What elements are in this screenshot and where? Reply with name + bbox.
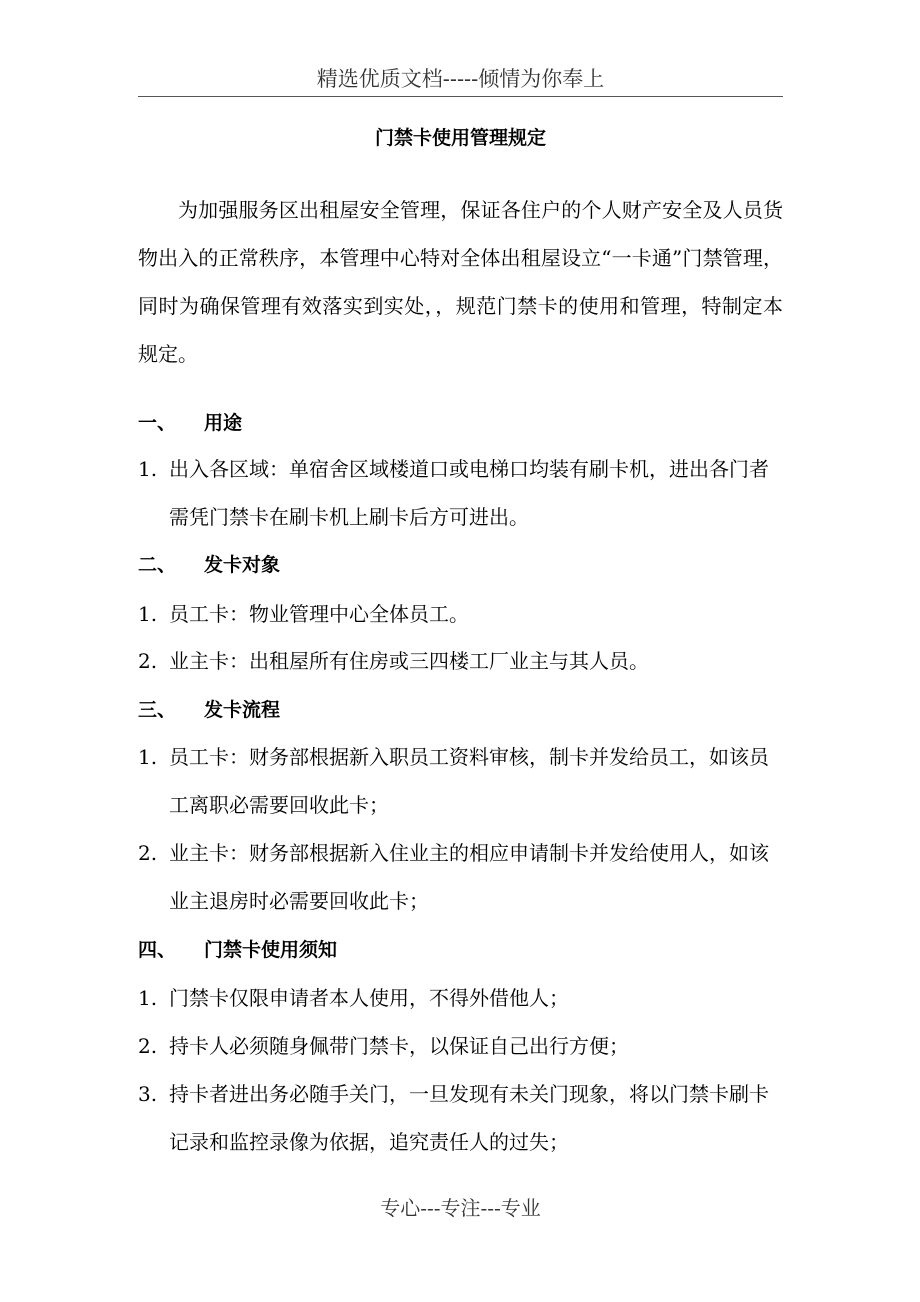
document-title: 门禁卡使用管理规定 [374,127,546,149]
item-number: 1. [138,986,158,1010]
item-text: 业主卡：财务部根据新入住业主的相应申请制卡并发给使用人，如该业主退房时必需要回收此卡； [169,841,769,913]
section-title: 用途 [204,412,243,434]
list-item [138,733,778,829]
section-title: 发卡对象 [204,554,281,576]
section-number: 二、 [138,554,177,576]
page-footer: 专心---专注---专业 [380,1196,541,1220]
page-header: 精选优质文档-----倾情为你奉上 [316,67,605,91]
list-item [138,974,778,1022]
item-text: 业主卡：出租屋所有住房或三四楼工厂业主与其人员。 [169,649,649,673]
intro-paragraph: 为加强服务区出租屋安全管理，保证各住户的个人财产安全及人员货物出入的正常秩序，本管理中心特对全体出租屋设立“一卡通”门禁管理，同时为确保管理有效落实到实处，，规范门禁卡的使用和管理，特制定本规定。 [138,198,783,366]
section-number: 四、 [138,939,177,961]
section-heading-4 [138,933,337,967]
item-text: 持卡者进出务必随手关门，一旦发现有未关门现象，将以门禁卡刷卡记录和监控录像为依据，追究责任人的过失； [169,1082,769,1154]
list-item [138,829,778,925]
list-item [138,1070,778,1166]
section-heading-2 [138,548,280,582]
item-number: 2. [138,649,158,673]
section-title: 门禁卡使用须知 [204,939,338,961]
section-number: 一、 [138,412,177,434]
list-item [138,1022,778,1070]
item-text: 出入各区域：单宿舍区域楼道口或电梯口均装有刷卡机，进出各门者需凭门禁卡在刷卡机上刷卡后方可进出。 [169,457,769,529]
item-text: 员工卡：财务部根据新入职员工资料审核，制卡并发给员工，如该员工离职必需要回收此卡； [169,745,769,817]
item-number: 1. [138,457,158,481]
item-text: 门禁卡仅限申请者本人使用，不得外借他人； [169,986,569,1010]
section-title: 发卡流程 [204,699,281,721]
list-item [138,590,778,638]
section-heading-3 [138,693,280,727]
list-item [138,637,778,685]
item-number: 1. [138,745,158,769]
item-number: 2. [138,841,158,865]
header-divider [138,96,783,97]
item-text: 员工卡：物业管理中心全体员工。 [169,602,469,626]
item-number: 3. [138,1082,158,1106]
list-item [138,445,778,541]
section-heading-1 [138,406,242,440]
item-number: 1. [138,602,158,626]
item-number: 2. [138,1034,158,1058]
section-number: 三、 [138,699,177,721]
item-text: 持卡人必须随身佩带门禁卡，以保证自己出行方便； [169,1034,629,1058]
